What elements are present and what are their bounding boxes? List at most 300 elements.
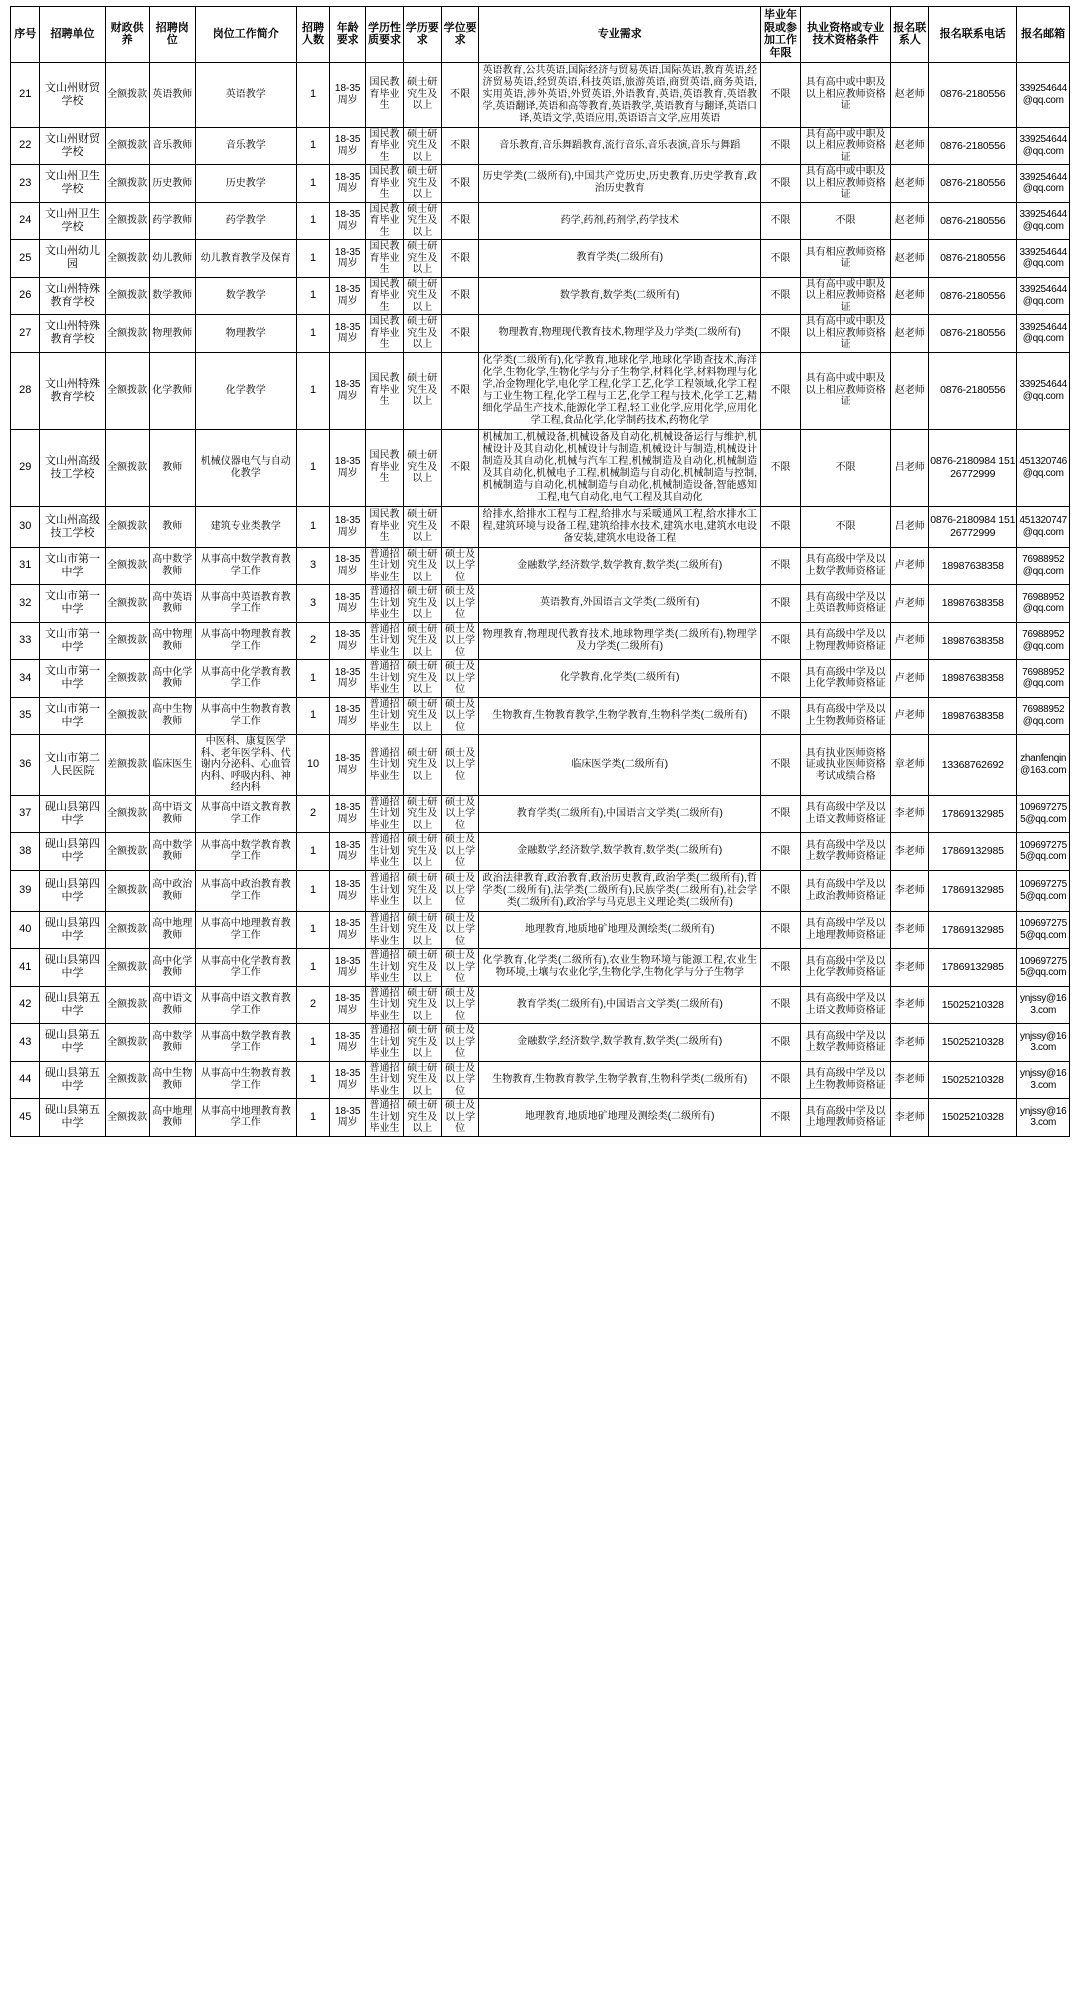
row-edu-type: 普通招生计划毕业生 bbox=[366, 585, 404, 623]
row-post: 高中地理教师 bbox=[149, 1099, 195, 1137]
row-post: 高中化学教师 bbox=[149, 949, 195, 987]
row-email: 1096972755@qq.com bbox=[1017, 870, 1070, 911]
row-degree: 硕士及以上学位 bbox=[441, 795, 479, 833]
row-phone: 18987638358 bbox=[929, 547, 1017, 585]
row-cert: 具有执业医师资格证或执业医师资格考试成绩合格 bbox=[800, 735, 890, 796]
row-degree: 硕士及以上学位 bbox=[441, 833, 479, 871]
row-degree: 不限 bbox=[441, 429, 479, 506]
row-fiscal: 全额拨款 bbox=[105, 240, 149, 278]
row-degree: 硕士及以上学位 bbox=[441, 911, 479, 949]
row-email: 339254644@qq.com bbox=[1017, 127, 1070, 165]
row-count: 1 bbox=[296, 697, 330, 735]
row-years: 不限 bbox=[761, 911, 801, 949]
row-email: 1096972755@qq.com bbox=[1017, 949, 1070, 987]
row-edu-type: 国民教育毕业生 bbox=[366, 127, 404, 165]
row-years: 不限 bbox=[761, 202, 801, 240]
row-edu: 硕士研究生及以上 bbox=[403, 697, 441, 735]
row-age: 18-35周岁 bbox=[330, 795, 366, 833]
row-years: 不限 bbox=[761, 277, 801, 315]
row-no: 42 bbox=[11, 986, 40, 1024]
row-years: 不限 bbox=[761, 506, 801, 547]
row-contact: 赵老师 bbox=[891, 315, 929, 353]
row-email: 339254644@qq.com bbox=[1017, 352, 1070, 429]
table-row bbox=[11, 1024, 1070, 1062]
row-phone: 18987638358 bbox=[929, 585, 1017, 623]
row-edu-type: 国民教育毕业生 bbox=[366, 62, 404, 127]
row-count: 2 bbox=[296, 622, 330, 660]
row-edu: 硕士研究生及以上 bbox=[403, 165, 441, 203]
row-fiscal: 全额拨款 bbox=[105, 165, 149, 203]
row-degree: 硕士及以上学位 bbox=[441, 949, 479, 987]
row-email: 1096972755@qq.com bbox=[1017, 795, 1070, 833]
row-edu-type: 普通招生计划毕业生 bbox=[366, 1024, 404, 1062]
row-cert: 具有相应教师资格证 bbox=[800, 240, 890, 278]
table-header bbox=[11, 7, 1070, 63]
table-row bbox=[11, 352, 1070, 429]
row-no: 34 bbox=[11, 660, 40, 698]
row-cert: 具有高级中学及以上语文教师资格证 bbox=[800, 795, 890, 833]
row-edu: 硕士研究生及以上 bbox=[403, 585, 441, 623]
table-row bbox=[11, 585, 1070, 623]
row-phone: 18987638358 bbox=[929, 697, 1017, 735]
row-email: 76988952@qq.com bbox=[1017, 697, 1070, 735]
row-no: 31 bbox=[11, 547, 40, 585]
row-count: 1 bbox=[296, 240, 330, 278]
row-years: 不限 bbox=[761, 622, 801, 660]
row-email: 1096972755@qq.com bbox=[1017, 911, 1070, 949]
row-contact: 李老师 bbox=[891, 833, 929, 871]
row-major: 金融数学,经济数学,数学教育,数学类(二级所有) bbox=[479, 547, 761, 585]
table-row bbox=[11, 202, 1070, 240]
row-degree: 不限 bbox=[441, 62, 479, 127]
row-unit: 文山州卫生学校 bbox=[40, 165, 105, 203]
row-no: 41 bbox=[11, 949, 40, 987]
row-contact: 李老师 bbox=[891, 911, 929, 949]
row-cert: 具有高级中学及以上数学教师资格证 bbox=[800, 833, 890, 871]
row-major: 化学教育,化学类(二级所有),农业生物环境与能源工程,农业生物环境,土壤与农业化学,生物化学,生物化学与分子生物学 bbox=[479, 949, 761, 987]
col-header-fiscal: 财政供养 bbox=[105, 7, 149, 63]
row-count: 1 bbox=[296, 277, 330, 315]
row-edu-type: 普通招生计划毕业生 bbox=[366, 795, 404, 833]
row-edu: 硕士研究生及以上 bbox=[403, 315, 441, 353]
col-header-unit: 招聘单位 bbox=[40, 7, 105, 63]
row-phone: 15025210328 bbox=[929, 1099, 1017, 1137]
row-edu: 硕士研究生及以上 bbox=[403, 506, 441, 547]
row-email: ynjssy@163.com bbox=[1017, 1024, 1070, 1062]
row-phone: 0876-2180556 bbox=[929, 202, 1017, 240]
row-edu-type: 国民教育毕业生 bbox=[366, 315, 404, 353]
row-phone: 15025210328 bbox=[929, 986, 1017, 1024]
row-edu: 硕士研究生及以上 bbox=[403, 277, 441, 315]
row-unit: 文山市第二人民医院 bbox=[40, 735, 105, 796]
table-row bbox=[11, 660, 1070, 698]
row-degree: 不限 bbox=[441, 240, 479, 278]
row-edu-type: 国民教育毕业生 bbox=[366, 352, 404, 429]
row-duty: 化学教学 bbox=[195, 352, 296, 429]
row-unit: 砚山县第四中学 bbox=[40, 870, 105, 911]
row-contact: 赵老师 bbox=[891, 277, 929, 315]
row-no: 43 bbox=[11, 1024, 40, 1062]
row-major: 生物教育,生物教育教学,生物学教育,生物科学类(二级所有) bbox=[479, 697, 761, 735]
row-no: 45 bbox=[11, 1099, 40, 1137]
row-cert: 具有高级中学及以上语文教师资格证 bbox=[800, 986, 890, 1024]
row-contact: 赵老师 bbox=[891, 127, 929, 165]
row-degree: 硕士及以上学位 bbox=[441, 622, 479, 660]
row-duty: 从事高中语文教育教学工作 bbox=[195, 986, 296, 1024]
row-degree: 不限 bbox=[441, 506, 479, 547]
row-cert: 具有高级中学及以上数学教师资格证 bbox=[800, 547, 890, 585]
header-row bbox=[11, 7, 1070, 63]
row-edu: 硕士研究生及以上 bbox=[403, 949, 441, 987]
row-age: 18-35周岁 bbox=[330, 352, 366, 429]
row-phone: 18987638358 bbox=[929, 660, 1017, 698]
row-major: 教育学类(二级所有) bbox=[479, 240, 761, 278]
row-unit: 砚山县第五中学 bbox=[40, 1024, 105, 1062]
table-row bbox=[11, 833, 1070, 871]
col-header-phone: 报名联系电话 bbox=[929, 7, 1017, 63]
row-cert: 具有高中或中职及以上相应教师资格证 bbox=[800, 277, 890, 315]
row-post: 高中数学教师 bbox=[149, 833, 195, 871]
row-edu: 硕士研究生及以上 bbox=[403, 429, 441, 506]
row-post: 教师 bbox=[149, 506, 195, 547]
row-edu: 硕士研究生及以上 bbox=[403, 202, 441, 240]
row-years: 不限 bbox=[761, 1099, 801, 1137]
row-email: 339254644@qq.com bbox=[1017, 62, 1070, 127]
row-edu: 硕士研究生及以上 bbox=[403, 547, 441, 585]
row-unit: 文山州财贸学校 bbox=[40, 62, 105, 127]
row-years: 不限 bbox=[761, 127, 801, 165]
row-contact: 卢老师 bbox=[891, 697, 929, 735]
row-fiscal: 全额拨款 bbox=[105, 127, 149, 165]
row-contact: 李老师 bbox=[891, 795, 929, 833]
row-duty: 从事高中生物教育教学工作 bbox=[195, 1061, 296, 1099]
row-edu-type: 普通招生计划毕业生 bbox=[366, 1061, 404, 1099]
row-post: 幼儿教师 bbox=[149, 240, 195, 278]
row-post: 数学教师 bbox=[149, 277, 195, 315]
row-edu: 硕士研究生及以上 bbox=[403, 622, 441, 660]
row-unit: 砚山县第五中学 bbox=[40, 986, 105, 1024]
row-duty: 从事高中语文教育教学工作 bbox=[195, 795, 296, 833]
row-no: 36 bbox=[11, 735, 40, 796]
row-fiscal: 全额拨款 bbox=[105, 506, 149, 547]
row-years: 不限 bbox=[761, 165, 801, 203]
row-duty: 从事高中生物教育教学工作 bbox=[195, 697, 296, 735]
row-duty: 历史教学 bbox=[195, 165, 296, 203]
row-unit: 砚山县第四中学 bbox=[40, 949, 105, 987]
row-phone: 15025210328 bbox=[929, 1061, 1017, 1099]
row-unit: 砚山县第四中学 bbox=[40, 911, 105, 949]
row-count: 1 bbox=[296, 1099, 330, 1137]
row-post: 高中生物教师 bbox=[149, 1061, 195, 1099]
row-unit: 文山州财贸学校 bbox=[40, 127, 105, 165]
row-no: 23 bbox=[11, 165, 40, 203]
row-cert: 具有高级中学及以上地理教师资格证 bbox=[800, 911, 890, 949]
row-major: 英语教育,外国语言文学类(二级所有) bbox=[479, 585, 761, 623]
col-header-no: 序号 bbox=[11, 7, 40, 63]
row-years: 不限 bbox=[761, 429, 801, 506]
row-age: 18-35周岁 bbox=[330, 165, 366, 203]
row-email: 76988952@qq.com bbox=[1017, 660, 1070, 698]
row-email: 76988952@qq.com bbox=[1017, 585, 1070, 623]
row-fiscal: 全额拨款 bbox=[105, 697, 149, 735]
row-email: 339254644@qq.com bbox=[1017, 240, 1070, 278]
table-row bbox=[11, 165, 1070, 203]
row-major: 历史学类(二级所有),中国共产党历史,历史教育,历史学教育,政治历史教育 bbox=[479, 165, 761, 203]
row-fiscal: 全额拨款 bbox=[105, 795, 149, 833]
recruitment-plan-sheet bbox=[0, 6, 1080, 2001]
row-major: 金融数学,经济数学,数学教育,数学类(二级所有) bbox=[479, 833, 761, 871]
row-duty: 从事高中数学教育教学工作 bbox=[195, 1024, 296, 1062]
row-count: 1 bbox=[296, 870, 330, 911]
row-fiscal: 全额拨款 bbox=[105, 660, 149, 698]
row-degree: 硕士及以上学位 bbox=[441, 986, 479, 1024]
row-age: 18-35周岁 bbox=[330, 735, 366, 796]
row-edu: 硕士研究生及以上 bbox=[403, 870, 441, 911]
row-contact: 赵老师 bbox=[891, 165, 929, 203]
row-major: 给排水,给排水工程与工程,给排水与采暖通风工程,给水排水工程,建筑环境与设备工程,建筑给排水技术,建筑水电,建筑水电设备安装,建筑水电设备工程 bbox=[479, 506, 761, 547]
row-post: 高中英语教师 bbox=[149, 585, 195, 623]
row-age: 18-35周岁 bbox=[330, 240, 366, 278]
row-edu-type: 国民教育毕业生 bbox=[366, 429, 404, 506]
row-edu: 硕士研究生及以上 bbox=[403, 127, 441, 165]
row-post: 高中化学教师 bbox=[149, 660, 195, 698]
row-edu: 硕士研究生及以上 bbox=[403, 240, 441, 278]
row-cert: 具有高中或中职及以上相应教师资格证 bbox=[800, 62, 890, 127]
row-fiscal: 全额拨款 bbox=[105, 277, 149, 315]
row-unit: 砚山县第五中学 bbox=[40, 1061, 105, 1099]
row-years: 不限 bbox=[761, 1061, 801, 1099]
row-major: 物理教育,物理现代教育技术,物理学及力学类(二级所有) bbox=[479, 315, 761, 353]
row-cert: 具有高级中学及以上英语教师资格证 bbox=[800, 585, 890, 623]
row-contact: 赵老师 bbox=[891, 240, 929, 278]
row-duty: 从事高中化学教育教学工作 bbox=[195, 660, 296, 698]
row-count: 2 bbox=[296, 795, 330, 833]
row-phone: 0876-2180984 15126772999 bbox=[929, 429, 1017, 506]
row-edu: 硕士研究生及以上 bbox=[403, 660, 441, 698]
row-years: 不限 bbox=[761, 62, 801, 127]
row-phone: 0876-2180984 15126772999 bbox=[929, 506, 1017, 547]
row-post: 药学教师 bbox=[149, 202, 195, 240]
col-header-age: 年龄要求 bbox=[330, 7, 366, 63]
row-cert: 具有高级中学及以上化学教师资格证 bbox=[800, 949, 890, 987]
row-degree: 硕士及以上学位 bbox=[441, 660, 479, 698]
row-years: 不限 bbox=[761, 585, 801, 623]
row-duty: 英语教学 bbox=[195, 62, 296, 127]
col-header-duty: 岗位工作简介 bbox=[195, 7, 296, 63]
row-count: 1 bbox=[296, 506, 330, 547]
row-fiscal: 全额拨款 bbox=[105, 1061, 149, 1099]
row-contact: 赵老师 bbox=[891, 62, 929, 127]
row-contact: 赵老师 bbox=[891, 202, 929, 240]
row-cert: 具有高中或中职及以上相应教师资格证 bbox=[800, 127, 890, 165]
row-cert: 具有高级中学及以上化学教师资格证 bbox=[800, 660, 890, 698]
row-email: 451320746@qq.com bbox=[1017, 429, 1070, 506]
row-duty: 从事高中政治教育教学工作 bbox=[195, 870, 296, 911]
row-duty: 从事高中英语教育教学工作 bbox=[195, 585, 296, 623]
row-fiscal: 全额拨款 bbox=[105, 202, 149, 240]
row-email: 339254644@qq.com bbox=[1017, 277, 1070, 315]
row-age: 18-35周岁 bbox=[330, 315, 366, 353]
row-no: 33 bbox=[11, 622, 40, 660]
table-row bbox=[11, 622, 1070, 660]
row-post: 高中政治教师 bbox=[149, 870, 195, 911]
row-cert: 具有高级中学及以上政治教师资格证 bbox=[800, 870, 890, 911]
row-unit: 文山市第一中学 bbox=[40, 660, 105, 698]
row-phone: 15025210328 bbox=[929, 1024, 1017, 1062]
row-phone: 17869132985 bbox=[929, 795, 1017, 833]
row-unit: 文山市第一中学 bbox=[40, 547, 105, 585]
row-years: 不限 bbox=[761, 795, 801, 833]
row-post: 临床医生 bbox=[149, 735, 195, 796]
col-header-post: 招聘岗位 bbox=[149, 7, 195, 63]
row-phone: 0876-2180556 bbox=[929, 315, 1017, 353]
row-edu-type: 国民教育毕业生 bbox=[366, 506, 404, 547]
row-post: 英语教师 bbox=[149, 62, 195, 127]
row-cert: 具有高中或中职及以上相应教师资格证 bbox=[800, 352, 890, 429]
row-degree: 硕士及以上学位 bbox=[441, 870, 479, 911]
row-unit: 文山市第一中学 bbox=[40, 697, 105, 735]
row-edu-type: 普通招生计划毕业生 bbox=[366, 622, 404, 660]
row-years: 不限 bbox=[761, 240, 801, 278]
row-email: 339254644@qq.com bbox=[1017, 165, 1070, 203]
row-unit: 砚山县第四中学 bbox=[40, 795, 105, 833]
row-cert: 具有高级中学及以上地理教师资格证 bbox=[800, 1099, 890, 1137]
row-contact: 李老师 bbox=[891, 870, 929, 911]
row-phone: 17869132985 bbox=[929, 949, 1017, 987]
table-row bbox=[11, 870, 1070, 911]
row-duty: 建筑专业类教学 bbox=[195, 506, 296, 547]
col-header-major: 专业需求 bbox=[479, 7, 761, 63]
row-post: 音乐教师 bbox=[149, 127, 195, 165]
row-unit: 文山市第一中学 bbox=[40, 585, 105, 623]
row-contact: 章老师 bbox=[891, 735, 929, 796]
row-fiscal: 全额拨款 bbox=[105, 1099, 149, 1137]
row-cert: 不限 bbox=[800, 506, 890, 547]
table-row bbox=[11, 735, 1070, 796]
row-major: 金融数学,经济数学,数学教育,数学类(二级所有) bbox=[479, 1024, 761, 1062]
col-header-years: 毕业年限或参加工作年限 bbox=[761, 7, 801, 63]
row-edu: 硕士研究生及以上 bbox=[403, 1099, 441, 1137]
row-years: 不限 bbox=[761, 986, 801, 1024]
row-unit: 文山州幼儿园 bbox=[40, 240, 105, 278]
table-row bbox=[11, 986, 1070, 1024]
row-major: 药学,药剂,药剂学,药学技术 bbox=[479, 202, 761, 240]
table-row bbox=[11, 277, 1070, 315]
row-years: 不限 bbox=[761, 660, 801, 698]
table-row bbox=[11, 62, 1070, 127]
row-post: 物理教师 bbox=[149, 315, 195, 353]
row-count: 1 bbox=[296, 833, 330, 871]
row-major: 物理教育,物理现代教育技术,地球物理学类(二级所有),物理学及力学类(二级所有) bbox=[479, 622, 761, 660]
row-edu-type: 国民教育毕业生 bbox=[366, 202, 404, 240]
row-count: 1 bbox=[296, 165, 330, 203]
table-row bbox=[11, 429, 1070, 506]
row-degree: 硕士及以上学位 bbox=[441, 1024, 479, 1062]
row-duty: 从事高中地理教育教学工作 bbox=[195, 1099, 296, 1137]
row-contact: 吕老师 bbox=[891, 506, 929, 547]
table-row bbox=[11, 240, 1070, 278]
row-age: 18-35周岁 bbox=[330, 1061, 366, 1099]
row-unit: 文山州特殊教育学校 bbox=[40, 277, 105, 315]
row-edu-type: 普通招生计划毕业生 bbox=[366, 735, 404, 796]
row-phone: 0876-2180556 bbox=[929, 352, 1017, 429]
row-fiscal: 差额拨款 bbox=[105, 735, 149, 796]
row-major: 机械加工,机械设备,机械设备及自动化,机械设备运行与维护,机械设计及其自动化,机械设计与制造,机械设计与制造,机械设计制造及其自动化,机械与汽车工程,机械制造及自动化,机械制造及其自动化,机械电子工程,机械制造与自动化,机械制造与控制,机械制造与自动化,机械制造与自动化,机械制造设备,智能感知工程,电气自动化,电气工程及其自动化 bbox=[479, 429, 761, 506]
row-edu-type: 普通招生计划毕业生 bbox=[366, 697, 404, 735]
row-no: 25 bbox=[11, 240, 40, 278]
row-years: 不限 bbox=[761, 1024, 801, 1062]
row-count: 1 bbox=[296, 660, 330, 698]
row-major: 数学教育,数学类(二级所有) bbox=[479, 277, 761, 315]
row-count: 2 bbox=[296, 986, 330, 1024]
row-email: 339254644@qq.com bbox=[1017, 202, 1070, 240]
row-phone: 13368762692 bbox=[929, 735, 1017, 796]
row-age: 18-35周岁 bbox=[330, 660, 366, 698]
row-major: 临床医学类(二级所有) bbox=[479, 735, 761, 796]
row-no: 32 bbox=[11, 585, 40, 623]
col-header-contact: 报名联系人 bbox=[891, 7, 929, 63]
table-row bbox=[11, 315, 1070, 353]
table-row bbox=[11, 547, 1070, 585]
row-unit: 文山州特殊教育学校 bbox=[40, 352, 105, 429]
row-years: 不限 bbox=[761, 697, 801, 735]
table-row bbox=[11, 911, 1070, 949]
row-duty: 从事高中数学教育教学工作 bbox=[195, 833, 296, 871]
row-email: ynjssy@163.com bbox=[1017, 986, 1070, 1024]
row-edu-type: 普通招生计划毕业生 bbox=[366, 911, 404, 949]
row-fiscal: 全额拨款 bbox=[105, 429, 149, 506]
row-email: 76988952@qq.com bbox=[1017, 547, 1070, 585]
row-edu: 硕士研究生及以上 bbox=[403, 352, 441, 429]
row-phone: 0876-2180556 bbox=[929, 127, 1017, 165]
col-header-count: 招聘人数 bbox=[296, 7, 330, 63]
col-header-edu-type: 学历性质要求 bbox=[366, 7, 404, 63]
row-edu-type: 普通招生计划毕业生 bbox=[366, 949, 404, 987]
row-edu-type: 国民教育毕业生 bbox=[366, 165, 404, 203]
row-degree: 不限 bbox=[441, 127, 479, 165]
row-age: 18-35周岁 bbox=[330, 429, 366, 506]
row-count: 1 bbox=[296, 949, 330, 987]
row-age: 18-35周岁 bbox=[330, 870, 366, 911]
row-degree: 不限 bbox=[441, 277, 479, 315]
table-body bbox=[11, 62, 1070, 1136]
row-contact: 李老师 bbox=[891, 986, 929, 1024]
row-years: 不限 bbox=[761, 735, 801, 796]
row-email: 1096972755@qq.com bbox=[1017, 833, 1070, 871]
row-unit: 砚山县第五中学 bbox=[40, 1099, 105, 1137]
row-phone: 18987638358 bbox=[929, 622, 1017, 660]
row-degree: 不限 bbox=[441, 202, 479, 240]
row-age: 18-35周岁 bbox=[330, 949, 366, 987]
row-degree: 硕士及以上学位 bbox=[441, 1099, 479, 1137]
row-age: 18-35周岁 bbox=[330, 1099, 366, 1137]
row-post: 高中语文教师 bbox=[149, 986, 195, 1024]
row-contact: 赵老师 bbox=[891, 352, 929, 429]
row-cert: 具有高中或中职及以上相应教师资格证 bbox=[800, 165, 890, 203]
row-fiscal: 全额拨款 bbox=[105, 986, 149, 1024]
row-count: 3 bbox=[296, 547, 330, 585]
row-cert: 不限 bbox=[800, 202, 890, 240]
row-cert: 具有高级中学及以上生物教师资格证 bbox=[800, 1061, 890, 1099]
row-contact: 李老师 bbox=[891, 1099, 929, 1137]
row-post: 教师 bbox=[149, 429, 195, 506]
row-post: 高中语文教师 bbox=[149, 795, 195, 833]
row-major: 英语教育,公共英语,国际经济与贸易英语,国际英语,教育英语,经济贸易英语,经贸英语,科技英语,旅游英语,商贸英语,商务英语,实用英语,涉外英语,外贸英语,外语教育,英语,英语教育,英语教学,英语翻译,英语和高等教育,英语教学,英语教育与翻译,英语口译,英语文学,英语应用,英语语言文学,应用英语 bbox=[479, 62, 761, 127]
row-post: 高中数学教师 bbox=[149, 1024, 195, 1062]
row-fiscal: 全额拨款 bbox=[105, 352, 149, 429]
row-phone: 0876-2180556 bbox=[929, 62, 1017, 127]
row-duty: 音乐教学 bbox=[195, 127, 296, 165]
